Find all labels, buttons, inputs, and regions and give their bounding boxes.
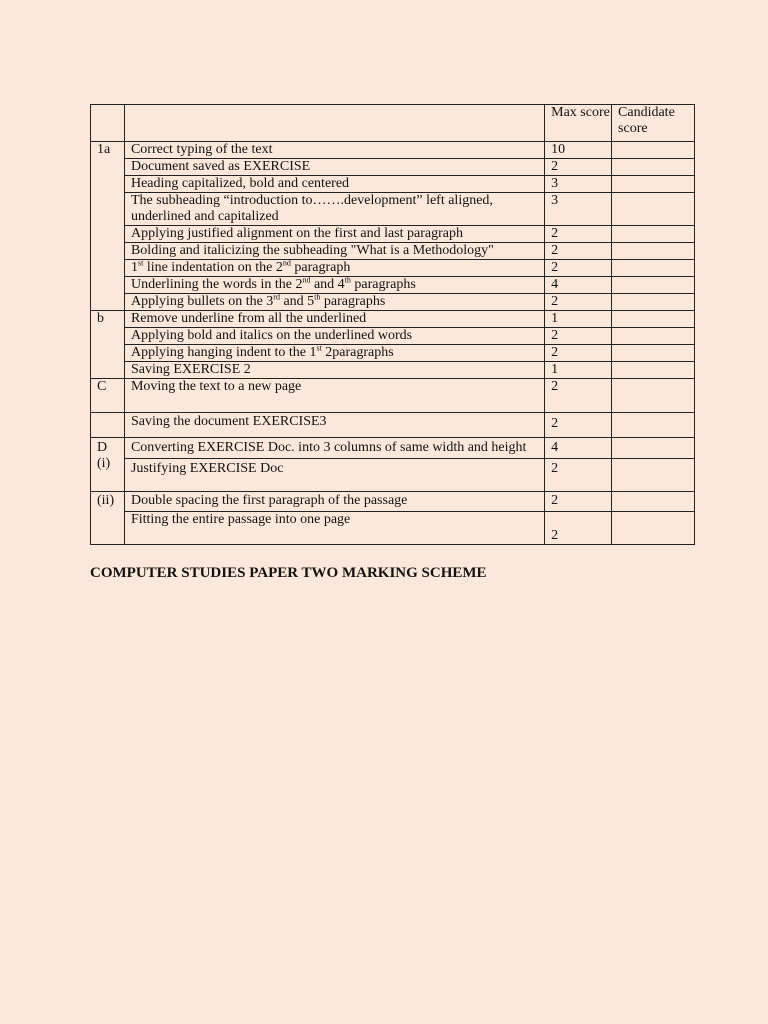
task-cell: Converting EXERCISE Doc. into 3 columns of same width and height bbox=[124, 438, 544, 459]
table-row bbox=[91, 438, 695, 459]
max-score-cell: 2 bbox=[545, 379, 612, 413]
table-row bbox=[91, 311, 695, 328]
candidate-score-cell[interactable] bbox=[612, 260, 695, 277]
candidate-score-cell[interactable] bbox=[612, 159, 695, 176]
header-row bbox=[91, 105, 695, 142]
question-label-d: D (i) bbox=[91, 438, 125, 492]
table-row bbox=[91, 362, 695, 379]
table-row bbox=[91, 328, 695, 345]
header-question bbox=[91, 105, 125, 142]
table-row bbox=[91, 277, 695, 294]
question-label-b: b bbox=[91, 311, 125, 379]
table-row bbox=[91, 260, 695, 277]
table-row bbox=[91, 492, 695, 512]
max-score-cell: 2 bbox=[545, 159, 612, 176]
max-score-cell: 2 bbox=[545, 243, 612, 260]
candidate-score-cell[interactable] bbox=[612, 413, 695, 438]
max-score-cell: 2 bbox=[545, 345, 612, 362]
task-cell: Applying hanging indent to the 1st 2paragraphs bbox=[124, 345, 544, 362]
max-score-cell: 2 bbox=[545, 294, 612, 311]
task-cell: Applying bold and italics on the underlined words bbox=[124, 328, 544, 345]
max-score-cell: 2 bbox=[545, 226, 612, 243]
table-row bbox=[91, 459, 695, 492]
task-cell: Correct typing of the text bbox=[124, 142, 544, 159]
question-label-ii: (ii) bbox=[91, 492, 125, 545]
candidate-score-cell[interactable] bbox=[612, 362, 695, 379]
table-row bbox=[91, 345, 695, 362]
header-candidate-score: Candidate score bbox=[612, 105, 695, 142]
task-cell: Fitting the entire passage into one page bbox=[124, 512, 544, 545]
max-score-cell: 4 bbox=[545, 438, 612, 459]
candidate-score-cell[interactable] bbox=[612, 226, 695, 243]
task-cell: Remove underline from all the underlined bbox=[124, 311, 544, 328]
max-score-cell: 2 bbox=[545, 512, 612, 545]
question-label-1a: 1a bbox=[91, 142, 125, 311]
candidate-score-cell[interactable] bbox=[612, 277, 695, 294]
candidate-score-cell[interactable] bbox=[612, 193, 695, 226]
table-row bbox=[91, 176, 695, 193]
candidate-score-cell[interactable] bbox=[612, 345, 695, 362]
candidate-score-cell[interactable] bbox=[612, 311, 695, 328]
candidate-score-cell[interactable] bbox=[612, 492, 695, 512]
max-score-cell: 2 bbox=[545, 492, 612, 512]
candidate-score-cell[interactable] bbox=[612, 459, 695, 492]
max-score-cell: 2 bbox=[545, 260, 612, 277]
task-cell: Double spacing the first paragraph of the passage bbox=[124, 492, 544, 512]
task-cell: 1st line indentation on the 2nd paragraph bbox=[124, 260, 544, 277]
table-row bbox=[91, 294, 695, 311]
task-cell: Document saved as EXERCISE bbox=[124, 159, 544, 176]
task-cell: Saving the document EXERCISE3 bbox=[124, 413, 544, 438]
max-score-cell: 1 bbox=[545, 362, 612, 379]
max-score-cell: 10 bbox=[545, 142, 612, 159]
max-score-cell: 3 bbox=[545, 176, 612, 193]
task-cell: Applying bullets on the 3rd and 5th paragraphs bbox=[124, 294, 544, 311]
candidate-score-cell[interactable] bbox=[612, 438, 695, 459]
max-score-cell: 3 bbox=[545, 193, 612, 226]
task-cell: Justifying EXERCISE Doc bbox=[124, 459, 544, 492]
candidate-score-cell[interactable] bbox=[612, 379, 695, 413]
candidate-score-cell[interactable] bbox=[612, 243, 695, 260]
table-row bbox=[91, 193, 695, 226]
max-score-cell: 4 bbox=[545, 277, 612, 294]
task-cell: Bolding and italicizing the subheading "What is a Methodology" bbox=[124, 243, 544, 260]
table-row bbox=[91, 226, 695, 243]
max-score-cell: 2 bbox=[545, 328, 612, 345]
question-label-empty bbox=[91, 413, 125, 438]
task-cell: Moving the text to a new page bbox=[124, 379, 544, 413]
max-score-cell: 2 bbox=[545, 459, 612, 492]
page-title: COMPUTER STUDIES PAPER TWO MARKING SCHEME bbox=[90, 565, 487, 581]
task-cell: Applying justified alignment on the first and last paragraph bbox=[124, 226, 544, 243]
max-score-cell: 1 bbox=[545, 311, 612, 328]
candidate-score-cell[interactable] bbox=[612, 294, 695, 311]
candidate-score-cell[interactable] bbox=[612, 142, 695, 159]
task-cell: Saving EXERCISE 2 bbox=[124, 362, 544, 379]
max-score-cell: 2 bbox=[545, 413, 612, 438]
header-max-score: Max score bbox=[545, 105, 612, 142]
candidate-score-cell[interactable] bbox=[612, 512, 695, 545]
table-row bbox=[91, 379, 695, 413]
task-cell: Underlining the words in the 2nd and 4th paragraphs bbox=[124, 277, 544, 294]
candidate-score-cell[interactable] bbox=[612, 328, 695, 345]
candidate-score-cell[interactable] bbox=[612, 176, 695, 193]
task-cell: Heading capitalized, bold and centered bbox=[124, 176, 544, 193]
table-row bbox=[91, 142, 695, 159]
question-label-c: C bbox=[91, 379, 125, 413]
marking-scheme-table bbox=[90, 104, 695, 545]
table-row bbox=[91, 159, 695, 176]
task-cell: The subheading “introduction to…….development” left aligned, underlined and capitalized bbox=[124, 193, 544, 226]
table-row bbox=[91, 413, 695, 438]
table-row bbox=[91, 243, 695, 260]
table-row bbox=[91, 512, 695, 545]
header-task bbox=[124, 105, 544, 142]
